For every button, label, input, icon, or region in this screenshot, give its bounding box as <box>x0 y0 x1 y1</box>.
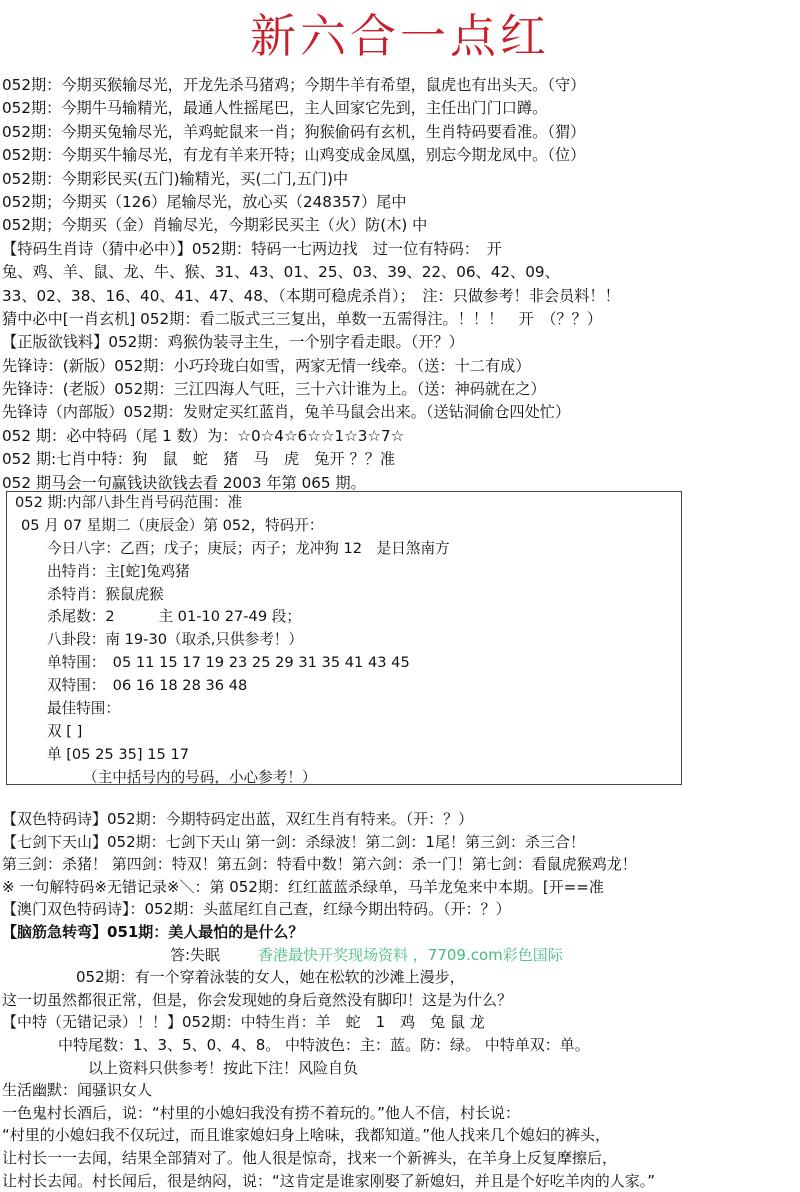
text-line: 先锋诗（内部版）052期：发财定买红蓝肖，兔羊马鼠会出来。（送钻洞偷仓四处忙） <box>2 401 798 424</box>
riddle-answer: 答:失眠 <box>2 944 798 967</box>
bagua-range-box <box>6 491 682 785</box>
box-line: （主中括号内的号码，小心参考！） <box>7 767 681 790</box>
text-line: 【中特（无错记录）！！】052期：中特生肖：羊 蛇 1 鸡 兔 鼠 龙 <box>2 1011 798 1034</box>
box-line: 05 月 07 星期二（庚辰金）第 052，特码开： <box>7 515 681 538</box>
text-line: 052期：今期牛马输精光，最通人性摇尾巴，主人回家它先到，主任出门门口蹲。 <box>2 97 798 120</box>
text-line: 以上资料只供参考！按此下注！风险自负 <box>2 1057 798 1080</box>
box-line: 八卦段：南 19-30（取杀,只供参考！） <box>7 629 681 652</box>
text-line: 【特码生肖诗（猜中必中）】052期：特码一七两边找 过一位有特码： 开 <box>2 238 798 261</box>
box-line: 双特围： 06 16 18 28 36 48 <box>7 675 681 698</box>
box-line: 单 [05 25 35] 15 17 <box>7 744 681 767</box>
bottom-text-block <box>2 808 798 1192</box>
page-title: 新六合一点红 <box>0 6 800 66</box>
text-line: 【双色特码诗】052期：今期特码定出蓝，双红生肖有特来。（开：？） <box>2 808 798 831</box>
box-line: 今日八字：乙酉；戊子；庚辰；丙子；龙冲狗 12 是日煞南方 <box>7 538 681 561</box>
top-text-block <box>2 74 798 495</box>
text-line: 中特尾数：1、3、5、0、4、8。 中特波色：主：蓝。防：绿。 中特单双：单。 <box>2 1034 798 1057</box>
text-line: 052期：今期彩民买(五门)输精光，买(二门,五门)中 <box>2 168 798 191</box>
text-line: 先锋诗：(新版）052期：小巧玲珑白如雪，两家无情一线牵。（送：十二有成） <box>2 355 798 378</box>
text-line: 生活幽默：闻骚识女人 <box>2 1079 798 1102</box>
riddle-question: 【脑筋急转弯】051期：美人最怕的是什么？ <box>2 921 798 944</box>
text-line: 052 期马会一句赢钱诀欲钱去看 2003 年第 065 期。 <box>2 472 798 495</box>
box-line: 杀特肖：猴鼠虎猴 <box>7 584 681 607</box>
text-line: 052 期：必中特码（尾 1 数）为：☆0☆4☆6☆☆1☆3☆7☆ <box>2 425 798 448</box>
text-line: 先锋诗：(老版）052期：三江四海人气旺，三十六计谁为上。（送：神码就在之） <box>2 378 798 401</box>
text-line: 猜中必中[一肖玄机] 052期：看二版式三三复出，单数一五需得注。！！！ 开 （？？） <box>2 308 798 331</box>
box-line: 杀尾数：2 主 01-10 27-49 段； <box>7 606 681 629</box>
text-line: ※ 一句解特码※无错记录※＼：第 052期：红红蓝蓝杀绿单，马羊龙兔来中本期。[开==准 <box>2 876 798 899</box>
text-line: “村里的小媳妇我不仅玩过，而且谁家媳妇身上啥味，我都知道。”他人找来几个媳妇的裤头， <box>2 1124 798 1147</box>
box-line: 双 [ ] <box>7 721 681 744</box>
text-line: 【澳门双色特码诗】：052期：头蓝尾红自己查，红绿今期出特码。（开：？） <box>2 898 798 921</box>
text-line: 【七剑下天山】052期：七剑下天山 第一剑：杀绿波！第二剑：1尾！第三剑：杀三合！ <box>2 831 798 854</box>
text-line: 33、02、38、16、40、41、47、48、（本期可稳虎杀肖）； 注：只做参考！非会员料！！ <box>2 285 798 308</box>
text-line: 052 期:七肖中特：狗 鼠 蛇 猪 马 虎 兔开 ？？准 <box>2 448 798 471</box>
box-line: 出特肖：主[蛇]兔鸡猪 <box>7 561 681 584</box>
box-line: 单特围： 05 11 15 17 19 23 25 29 31 35 41 43 45 <box>7 652 681 675</box>
text-line: 052期；今期买（金）肖输尽光，今期彩民买主（火）防(木) 中 <box>2 214 798 237</box>
box-line: 最佳特围： <box>7 698 681 721</box>
text-line: 052期：今期买兔输尽光，羊鸡蛇鼠来一肖；狗猴偷码有玄机，生肖特码要看准。（猬） <box>2 121 798 144</box>
text-line: 兔、鸡、羊、鼠、龙、牛、猴、31、43、01、25、03、39、22、06、42、09、 <box>2 261 798 284</box>
text-line: 052期：今期买猴输尽光，开龙先杀马猪鸡；今期牛羊有希望，鼠虎也有出头天。（守） <box>2 74 798 97</box>
text-line: 【正版欲钱料】052期：鸡猴伪装寻主生，一个别字看走眼。（开？） <box>2 331 798 354</box>
text-line: 这一切虽然都很正常，但是，你会发现她的身后竟然没有脚印！这是为什么？ <box>2 989 798 1012</box>
box-line: 052 期:内部八卦生肖号码范围：准 <box>7 492 681 515</box>
text-line: 052期；今期买（126）尾输尽光，放心买（248357）尾中 <box>2 191 798 214</box>
watermark-text: 香港最快开奖现场资料 ，7709.com彩色国际 <box>258 944 563 965</box>
text-line: 052期：有一个穿着泳装的女人，她在松软的沙滩上漫步， <box>2 966 798 989</box>
text-line: 一色鬼村长酒后，说：“村里的小媳妇我没有捞不着玩的。”他人不信，村长说： <box>2 1102 798 1125</box>
text-line: 让村长去闻。村长闻后，很是纳闷，说：“这肯定是谁家刚娶了新媳妇，并且是个好吃羊肉的人家。” <box>2 1170 798 1192</box>
text-line: 052期：今期买牛输尽光，有龙有羊来开特；山鸡变成金凤凰，别忘今期龙凤中。（位） <box>2 144 798 167</box>
text-line: 让村长一一去闻，结果全部猜对了。他人很是惊奇，找来一个新裤头，在羊身上反复摩擦后， <box>2 1147 798 1170</box>
text-line: 第三剑：杀猪！ 第四剑：特双！第五剑：特看中数！第六剑：杀一门！第七剑：看鼠虎猴鸡龙！ <box>2 853 798 876</box>
